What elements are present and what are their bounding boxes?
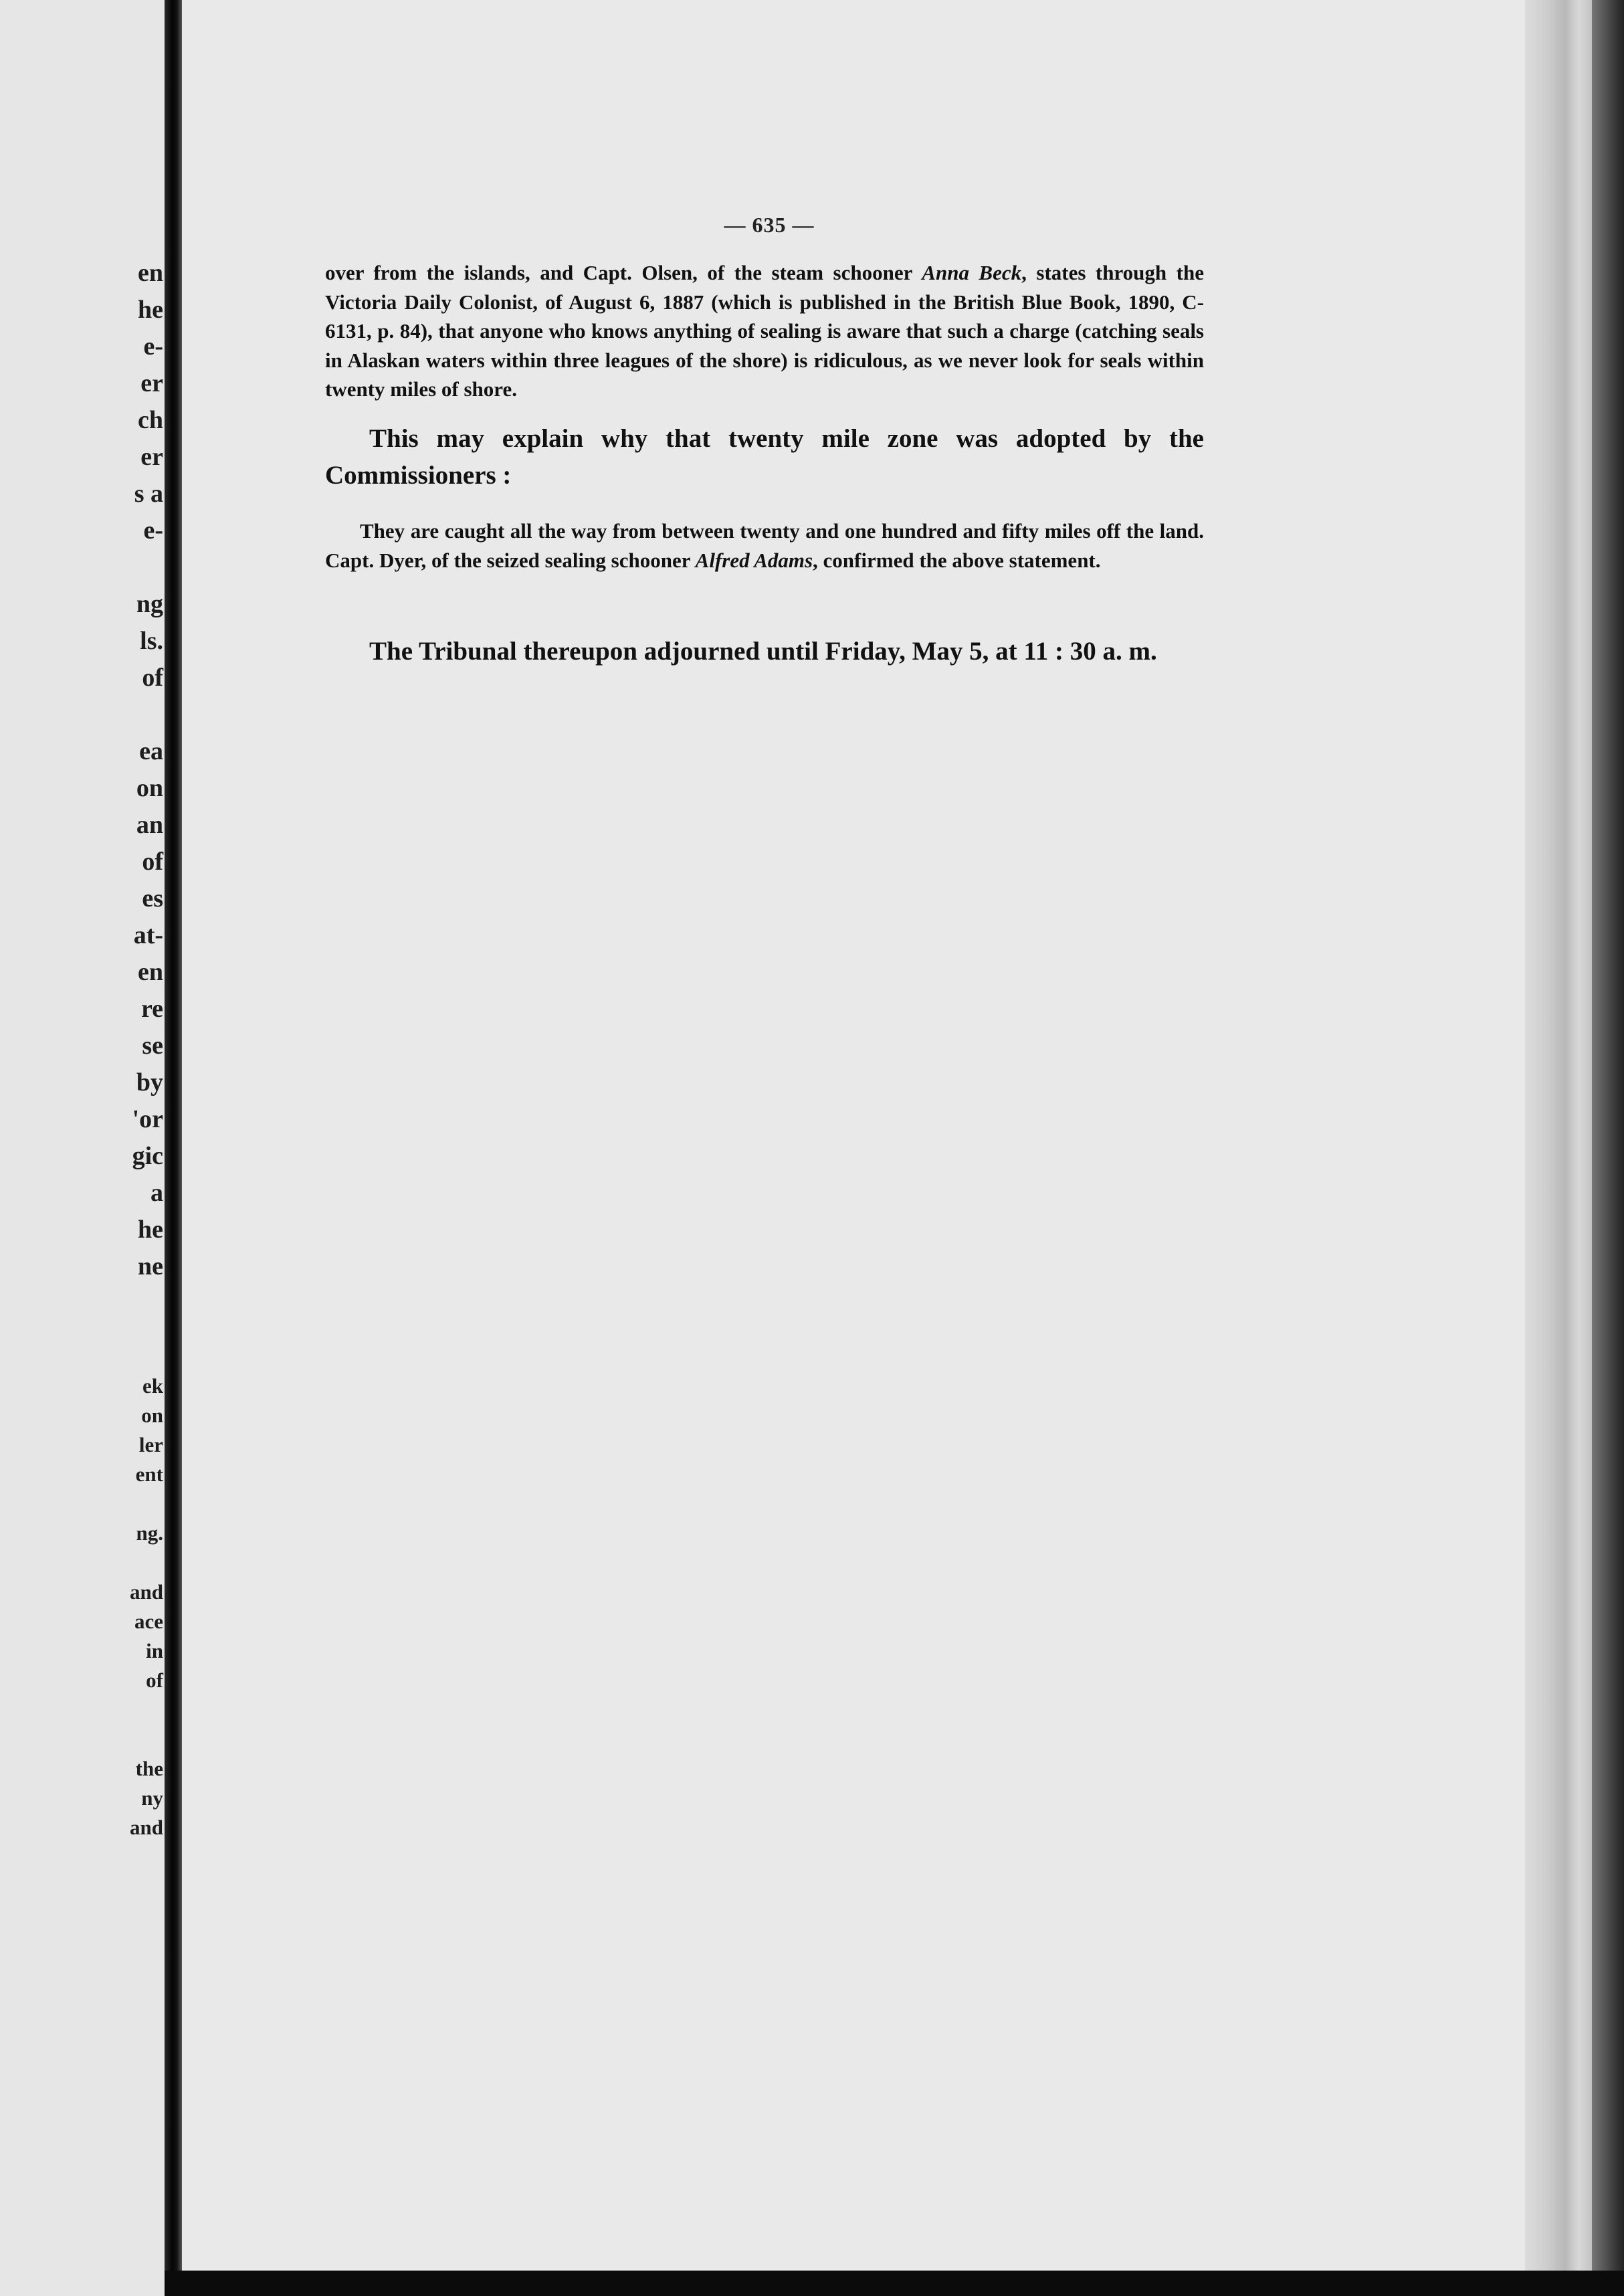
paragraph-adjournment: The Tribunal thereupon adjourned until Friday, May 5, at 11 : 30 a. m.: [369, 637, 1157, 666]
previous-page-fragment: en: [138, 259, 163, 287]
scan-border-right: [1592, 0, 1624, 2296]
previous-page-fragment: se: [142, 1032, 163, 1060]
previous-page-fragment: on: [141, 1404, 163, 1427]
paragraph-3-text-a: They are caught all the way from between twenty and one hundred and fifty miles off the land. Capt. Dyer, of the seized sealing schooner: [325, 519, 1204, 572]
book-gutter: [165, 0, 182, 2296]
previous-page-fragment: e-: [143, 332, 163, 361]
paragraph-3-text-b: , confirmed the above statement.: [813, 548, 1101, 572]
previous-page-fragment: ch: [138, 406, 163, 434]
paragraph-twenty-mile-zone: This may explain why that twenty mile zone was adopted by the Commissioners :: [325, 424, 1204, 490]
scan-border-bottom: [165, 2271, 1624, 2296]
previous-page-fragment: er: [140, 443, 163, 471]
previous-page-fragment: of: [142, 848, 163, 876]
page-number: — 635 —: [724, 213, 815, 237]
ship-name-alfred-adams: Alfred Adams: [695, 548, 813, 572]
previous-page-fragment: in: [146, 1639, 163, 1662]
paragraph-olsen-statement: [325, 258, 1204, 404]
previous-page-fragment: es: [142, 884, 163, 913]
previous-page-fragment: en: [138, 958, 163, 986]
previous-page-fragment: s a: [134, 480, 163, 508]
previous-page-fragment: re: [140, 995, 163, 1023]
previous-page-fragment: ne: [138, 1252, 163, 1280]
previous-page-fragment: 'or: [132, 1105, 163, 1133]
previous-page-fragment: and: [130, 1816, 163, 1839]
previous-page-fragment: ea: [139, 737, 163, 765]
previous-page-fragment: er: [140, 369, 163, 397]
previous-page-fragment: ent: [135, 1462, 163, 1486]
previous-page-fragment: and: [130, 1580, 163, 1604]
previous-page-fragment: by: [136, 1068, 163, 1096]
previous-page-fragment: a: [150, 1179, 163, 1207]
previous-page-fragment: ng: [136, 590, 163, 618]
previous-page-fragment: at-: [133, 921, 163, 949]
previous-page-fragment: on: [136, 774, 163, 802]
previous-page-fragment: ny: [141, 1786, 163, 1810]
previous-page-fragment: ek: [142, 1374, 163, 1398]
previous-page-fragment: ler: [138, 1433, 163, 1456]
previous-page-fragment: of: [142, 664, 163, 692]
previous-page-fragment: he: [138, 296, 163, 324]
previous-page-fragment: an: [136, 811, 163, 839]
ship-name-anna-beck: Anna Beck: [922, 261, 1022, 284]
previous-page-fragment: ng.: [136, 1521, 163, 1545]
paragraph-quotation: [325, 516, 1204, 575]
previous-page-fragment: ls.: [140, 627, 163, 655]
previous-page-fragment: ace: [134, 1610, 163, 1633]
paragraph-1-text-a: over from the islands, and Capt. Olsen, of the steam schooner: [325, 261, 922, 284]
previous-page-fragment: he: [138, 1216, 163, 1244]
page-edge: [1525, 0, 1592, 2275]
previous-page-fragment: the: [135, 1757, 163, 1780]
previous-page: [0, 0, 166, 2296]
previous-page-fragment: e-: [143, 516, 163, 545]
previous-page-fragment: gic: [132, 1142, 163, 1170]
paragraph-1-text-b: , states through the Victoria Daily Colonist, of August 6, 1887 (which is published in the British Blue Book, 1890, C-6131, p. 84), that anyone who knows anything of sealing is aware that such a charge (catching seals in Alaskan waters within three leagues of the shore) is ridiculous, as we never look for seals within twenty miles of shore.: [325, 261, 1204, 401]
previous-page-fragment: of: [146, 1668, 163, 1692]
